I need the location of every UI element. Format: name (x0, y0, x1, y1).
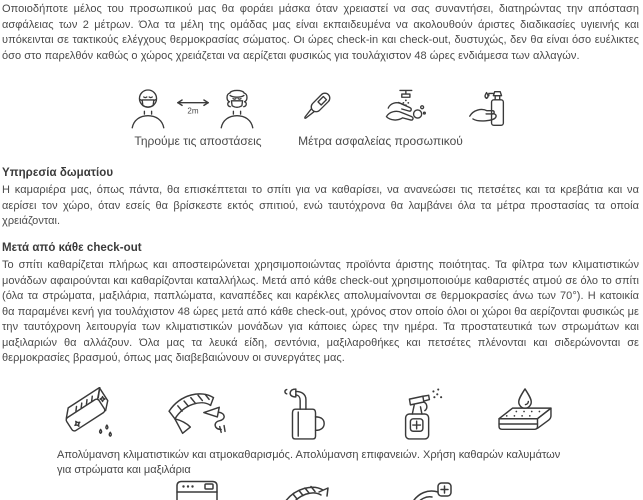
hand-sanitizer-icon (467, 86, 507, 130)
checkout-heading: Μετά από κάθε check-out (2, 242, 142, 254)
section-checkout (2, 241, 639, 367)
woman-with-mask-icon (219, 87, 255, 129)
steam-cleaner-icon (280, 386, 328, 442)
disinfectant-spray-icon (396, 386, 444, 442)
intro-paragraph: Οποιοδήποτε μέλος του προσωπικού μας θα φοράει μάσκα όταν χρειαστεί να σας συναντήσει, διατηρώντας την απόσταση ασφάλειας των 2 μέτρων. Όλα τα μέλη της ομάδας μας είναι εκπαιδευμένα να ακολουθούν άριστες διαδικασίες υγιεινής και υπόκεινται σε τακτικούς ελέγχους θερμοκρασίας σώματος. Οι ώρες check-in και check-out, δυστυχώς, δεν θα είναι όσο ευέλικτες όσο στο παρελθόν καθώς ο χώρος χρειάζεται να αερίζεται φυσικώς για τουλάχιστον 48 ώρες ενδιάμεσα των αλλαγών. (2, 3, 639, 62)
checkout-body: Το σπίτι καθαρίζεται πλήρως και αποστειρώνεται χρησιμοποιώντας προϊόντα άριστης ποιότητας. Τα φίλτρα των κλιματιστικών μονάδων αφαιρούνται και καθαρίζονται καταλλήλως. Μετά από κάθε check-out χρησιμοποιούμε καθαριστές ατμού σε όλο το σπίτι (όλα τα στρώματα, μαξιλάρια, παπλώματα, καναπέδες και καρέκλες απολυμαίνονται σε θερμοκρασίες άνω των 70°). Η κατοικία θα παραμένει κενή για τουλάχιστον 48 ώρες μετά από κάθε check-out, χρόνος στον οποίο όλοι οι χώροι θα αερίζονται φυσικώς με την ταυτόχρονη λειτουργία των κλιματιστικών μονάδων για κάποιες ώρες την ημέρα. Τα προστατευτικά των στρωμάτων και μαξιλαριών θα αλλάζουν. Όλα μας τα λευκά είδη, σεντόνια, μαξιλαροθήκες και πετσέτες πλένονται και σιδερώνονται σε θερμοκρασίες βρασμού, όπως μας διαβεβαιώνουν οι συνεργάτες μας. (2, 259, 639, 364)
air-conditioner-icon (62, 387, 118, 441)
distance-arrow-label: 2m (187, 106, 199, 116)
staff-safety-label: Μέτρα ασφαλείας προσωπικού (298, 134, 463, 148)
distance-label: Τηρούμε τις αποστάσεις (134, 134, 262, 148)
cleaning-caption: Απολύμανση κλιματιστικών και ατμοκαθαρισμός. Απολύμανση επιφανειών. Χρήση καθαρών καλυμάτων για στρώματα και μαξιλάρια (57, 449, 561, 476)
hand-plus-icon (410, 479, 458, 500)
thermometer-icon (296, 88, 335, 127)
distance-arrow-icon (172, 97, 214, 116)
room-service-body: Η καμαριέρα μας, όπως πάντα, θα επισκέπτεται το σπίτι για να καθαρίσει, να ανανεώσει τις πετσέτες και τα κρεβάτια και να αερίσει τον χώρο, όταν εσείς θα βρίσκεστε εκτός σπιτιού, ενώ ταυτόχρονα θα λαμβάνει όλα τα μέτρα προστασίας τα οποία χρειάζονται. (2, 184, 639, 227)
hand-washing-icon (381, 88, 428, 130)
room-service-heading: Υπηρεσία δωματίου (2, 167, 114, 179)
mattress-drop-icon (494, 387, 556, 437)
man-with-mask-icon (130, 87, 166, 129)
filter-vacuum-icon (165, 388, 233, 442)
section-room-service (2, 166, 639, 230)
filter-cleaning-icon (283, 480, 329, 500)
appliance-panel-icon (175, 478, 219, 500)
